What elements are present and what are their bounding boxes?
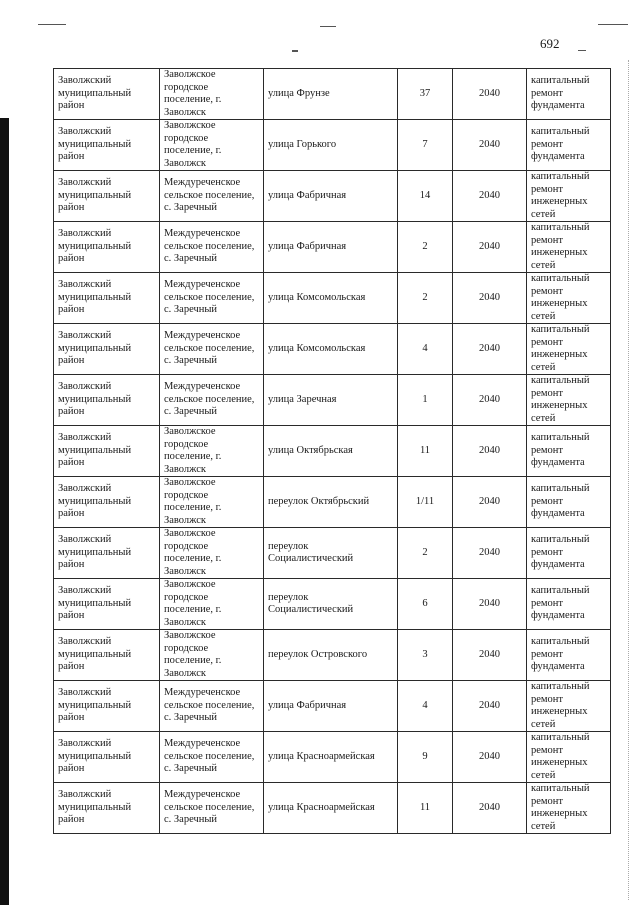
work-type-cell: капитальный ремонт фундамента — [527, 426, 611, 477]
work-type-cell: капитальный ремонт фундамента — [527, 528, 611, 579]
table-row — [54, 630, 611, 681]
year-cell: 2040 — [453, 120, 527, 171]
street-cell: улица Фабричная — [264, 222, 398, 273]
street-cell: улица Красноармейская — [264, 732, 398, 783]
scan-right-edge — [628, 60, 631, 900]
work-type-cell: капитальный ремонт фундамента — [527, 120, 611, 171]
work-type-cell: капитальный ремонт инженерных сетей — [527, 375, 611, 426]
work-type-cell: капитальный ремонт фундамента — [527, 630, 611, 681]
table-row — [54, 273, 611, 324]
house-number-cell: 6 — [398, 579, 453, 630]
year-cell: 2040 — [453, 222, 527, 273]
work-type-cell: капитальный ремонт фундамента — [527, 477, 611, 528]
district-cell: Заволжский муниципальный район — [54, 579, 160, 630]
settlement-cell: Междуреченское сельское поселение, с. Заречный — [160, 222, 264, 273]
street-cell: улица Заречная — [264, 375, 398, 426]
settlement-cell: Междуреченское сельское поселение, с. Заречный — [160, 681, 264, 732]
scan-mark-top-center — [320, 26, 336, 27]
year-cell: 2040 — [453, 783, 527, 834]
house-number-cell: 37 — [398, 69, 453, 120]
table-row — [54, 69, 611, 120]
settlement-cell: Заволжское городское поселение, г. Заволжск — [160, 528, 264, 579]
district-cell: Заволжский муниципальный район — [54, 375, 160, 426]
scan-mark-top-right — [598, 24, 628, 25]
house-number-cell: 3 — [398, 630, 453, 681]
settlement-cell: Заволжское городское поселение, г. Заволжск — [160, 120, 264, 171]
table-row — [54, 426, 611, 477]
district-cell: Заволжский муниципальный район — [54, 681, 160, 732]
table-row — [54, 477, 611, 528]
house-number-cell: 4 — [398, 324, 453, 375]
year-cell: 2040 — [453, 579, 527, 630]
district-cell: Заволжский муниципальный район — [54, 477, 160, 528]
scan-left-edge — [0, 118, 9, 905]
work-type-cell: капитальный ремонт инженерных сетей — [527, 681, 611, 732]
page-number: 692 — [540, 36, 560, 51]
district-cell: Заволжский муниципальный район — [54, 69, 160, 120]
house-number-cell: 4 — [398, 681, 453, 732]
house-number-cell: 11 — [398, 783, 453, 834]
street-cell: улица Комсомольская — [264, 324, 398, 375]
house-number-cell: 11 — [398, 426, 453, 477]
district-cell: Заволжский муниципальный район — [54, 171, 160, 222]
house-number-cell: 14 — [398, 171, 453, 222]
house-number-cell: 1 — [398, 375, 453, 426]
year-cell: 2040 — [453, 171, 527, 222]
work-type-cell: капитальный ремонт инженерных сетей — [527, 732, 611, 783]
street-cell: улица Октябрьская — [264, 426, 398, 477]
street-cell: переулок Социалистический — [264, 579, 398, 630]
house-number-cell: 2 — [398, 222, 453, 273]
scan-mark-top-left — [38, 24, 66, 25]
settlement-cell: Заволжское городское поселение, г. Заволжск — [160, 477, 264, 528]
table-row — [54, 120, 611, 171]
table-body — [54, 69, 611, 834]
scan-mark-dash — [292, 50, 298, 52]
table-row — [54, 681, 611, 732]
settlement-cell: Междуреченское сельское поселение, с. Заречный — [160, 732, 264, 783]
street-cell: улица Фрунзе — [264, 69, 398, 120]
work-type-cell: капитальный ремонт фундамента — [527, 69, 611, 120]
street-cell: переулок Октябрьский — [264, 477, 398, 528]
house-number-cell: 2 — [398, 273, 453, 324]
settlement-cell: Междуреченское сельское поселение, с. Заречный — [160, 273, 264, 324]
housing-repair-table — [53, 68, 611, 834]
house-number-cell: 2 — [398, 528, 453, 579]
year-cell: 2040 — [453, 681, 527, 732]
house-number-cell: 1/11 — [398, 477, 453, 528]
year-cell: 2040 — [453, 732, 527, 783]
district-cell: Заволжский муниципальный район — [54, 732, 160, 783]
district-cell: Заволжский муниципальный район — [54, 528, 160, 579]
district-cell: Заволжский муниципальный район — [54, 783, 160, 834]
settlement-cell: Междуреченское сельское поселение, с. Заречный — [160, 375, 264, 426]
street-cell: улица Красноармейская — [264, 783, 398, 834]
year-cell: 2040 — [453, 426, 527, 477]
year-cell: 2040 — [453, 273, 527, 324]
street-cell: улица Комсомольская — [264, 273, 398, 324]
settlement-cell: Заволжское городское поселение, г. Заволжск — [160, 579, 264, 630]
year-cell: 2040 — [453, 69, 527, 120]
year-cell: 2040 — [453, 375, 527, 426]
district-cell: Заволжский муниципальный район — [54, 120, 160, 171]
table-row — [54, 732, 611, 783]
street-cell: улица Фабричная — [264, 681, 398, 732]
table-row — [54, 171, 611, 222]
table-row — [54, 579, 611, 630]
work-type-cell: капитальный ремонт фундамента — [527, 579, 611, 630]
district-cell: Заволжский муниципальный район — [54, 273, 160, 324]
table-row — [54, 783, 611, 834]
district-cell: Заволжский муниципальный район — [54, 630, 160, 681]
work-type-cell: капитальный ремонт инженерных сетей — [527, 273, 611, 324]
work-type-cell: капитальный ремонт инженерных сетей — [527, 171, 611, 222]
district-cell: Заволжский муниципальный район — [54, 426, 160, 477]
district-cell: Заволжский муниципальный район — [54, 324, 160, 375]
settlement-cell: Заволжское городское поселение, г. Заволжск — [160, 630, 264, 681]
district-cell: Заволжский муниципальный район — [54, 222, 160, 273]
street-cell: переулок Островского — [264, 630, 398, 681]
work-type-cell: капитальный ремонт инженерных сетей — [527, 222, 611, 273]
scan-mark-page-dash — [578, 50, 586, 51]
year-cell: 2040 — [453, 528, 527, 579]
settlement-cell: Междуреченское сельское поселение, с. Заречный — [160, 783, 264, 834]
settlement-cell: Междуреченское сельское поселение, с. Заречный — [160, 171, 264, 222]
table-row — [54, 375, 611, 426]
year-cell: 2040 — [453, 324, 527, 375]
house-number-cell: 7 — [398, 120, 453, 171]
table-row — [54, 222, 611, 273]
table-row — [54, 324, 611, 375]
year-cell: 2040 — [453, 630, 527, 681]
settlement-cell: Заволжское городское поселение, г. Заволжск — [160, 426, 264, 477]
work-type-cell: капитальный ремонт инженерных сетей — [527, 324, 611, 375]
street-cell: улица Горького — [264, 120, 398, 171]
year-cell: 2040 — [453, 477, 527, 528]
settlement-cell: Междуреченское сельское поселение, с. Заречный — [160, 324, 264, 375]
work-type-cell: капитальный ремонт инженерных сетей — [527, 783, 611, 834]
table-row — [54, 528, 611, 579]
street-cell: переулок Социалистический — [264, 528, 398, 579]
house-number-cell: 9 — [398, 732, 453, 783]
street-cell: улица Фабричная — [264, 171, 398, 222]
settlement-cell: Заволжское городское поселение, г. Заволжск — [160, 69, 264, 120]
